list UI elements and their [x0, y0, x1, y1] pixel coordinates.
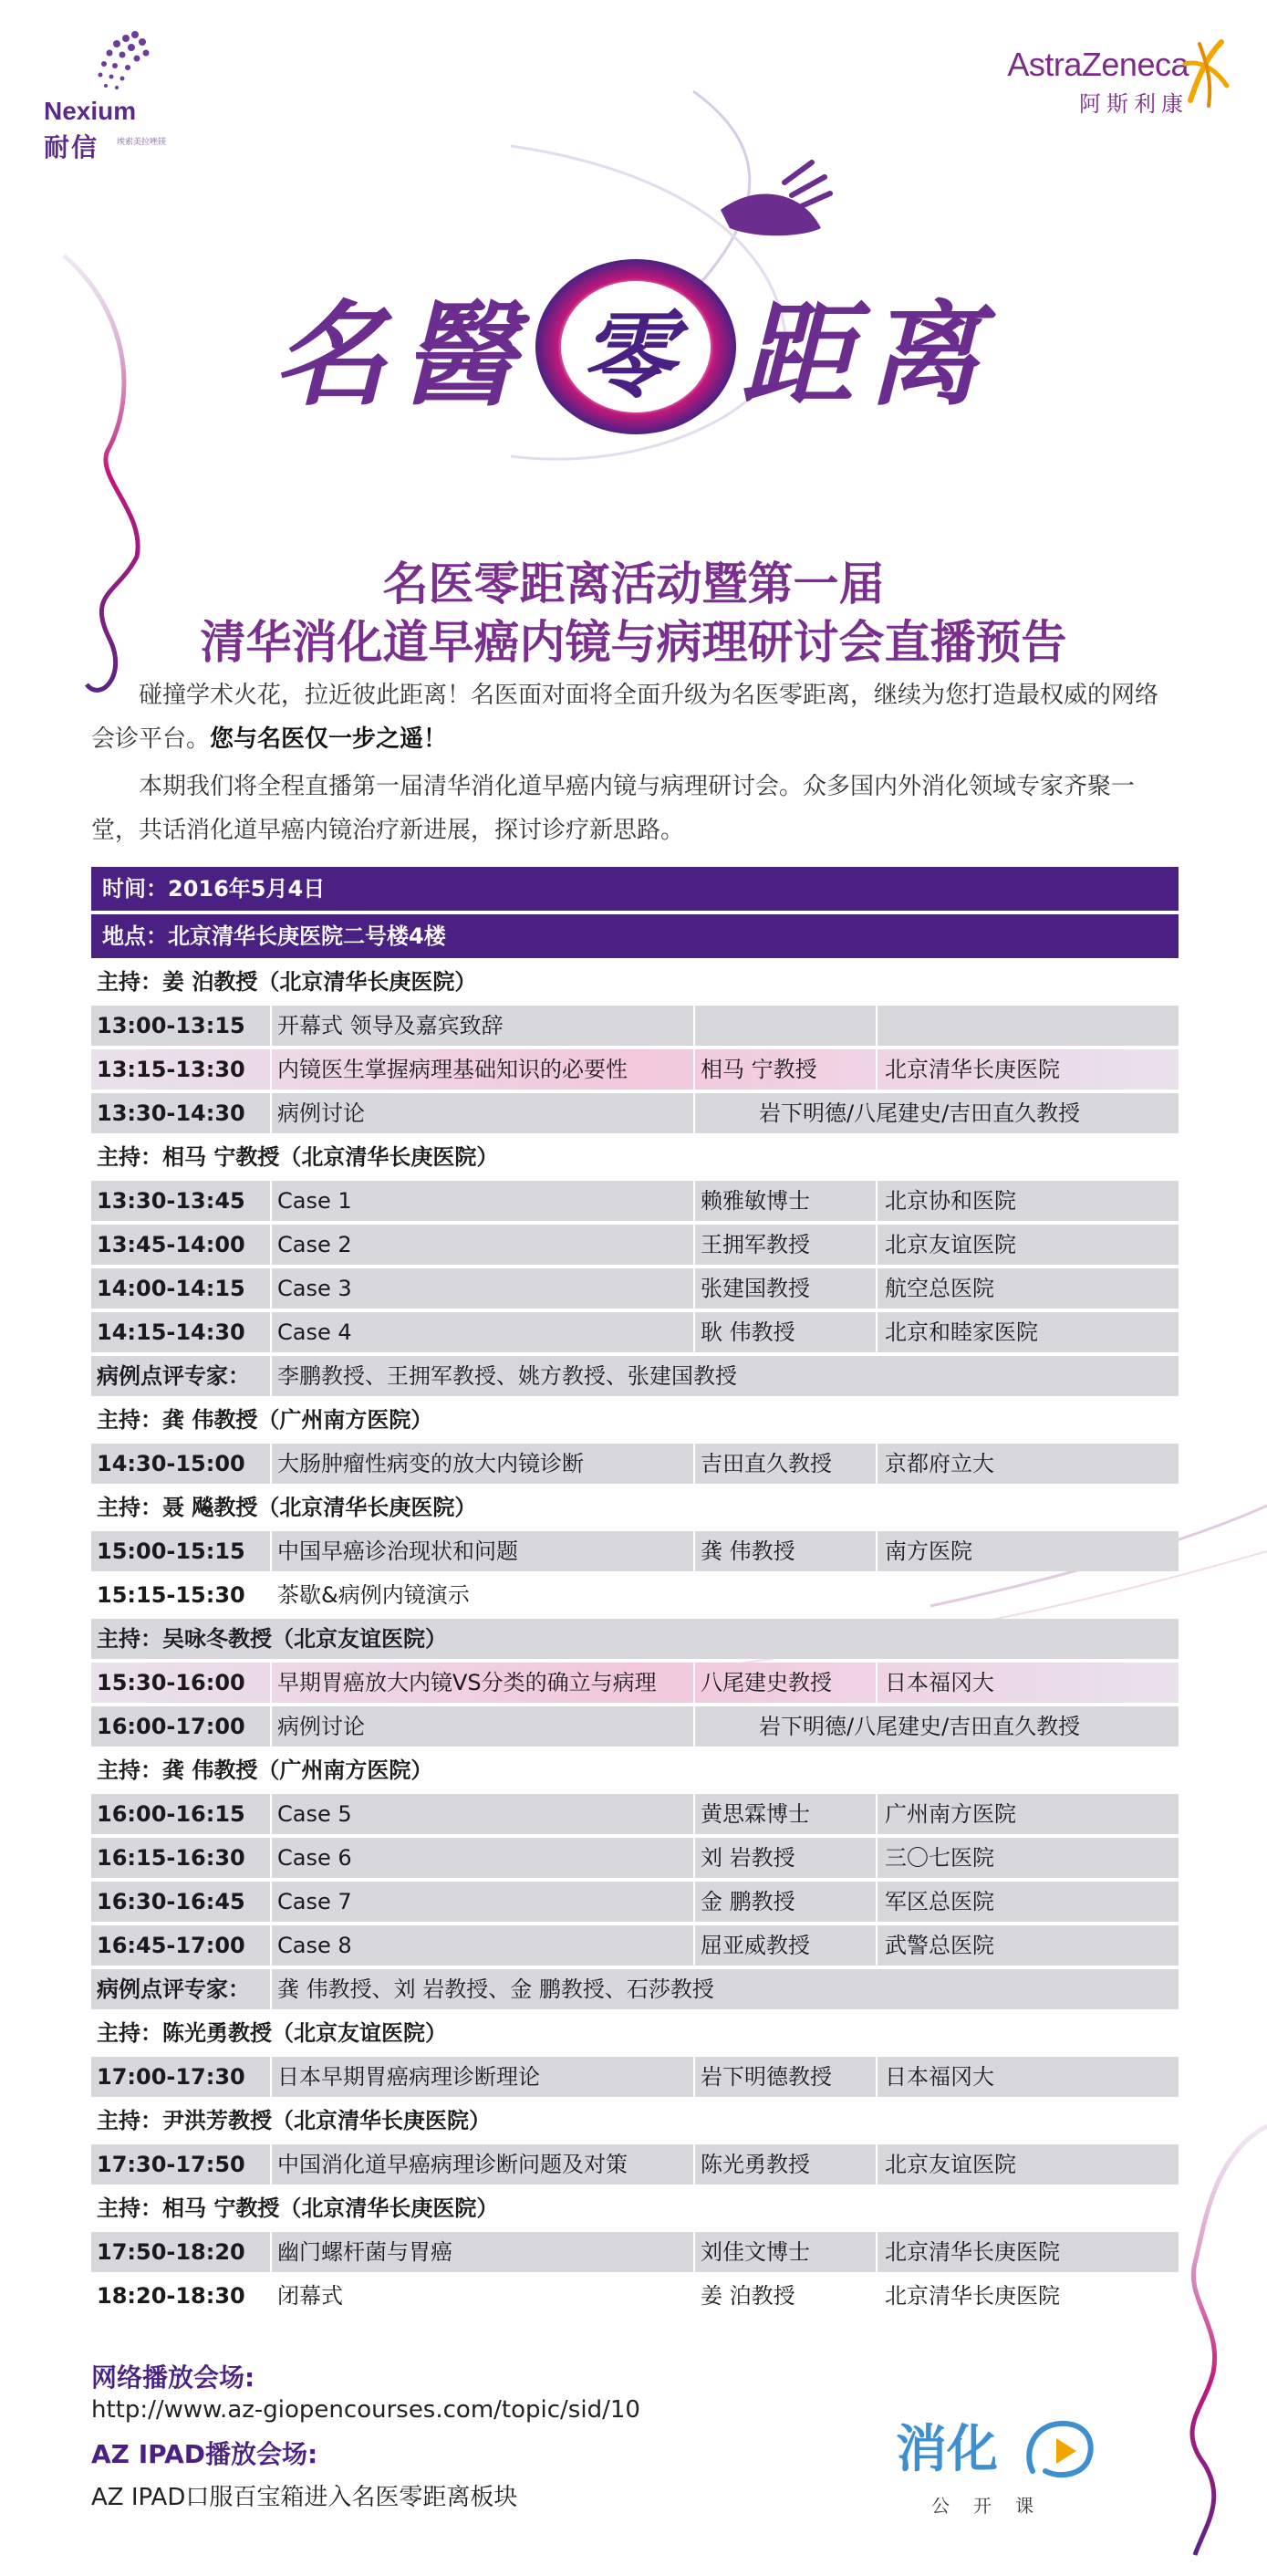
- row-org: 北京清华长庚医院: [876, 2276, 1179, 2316]
- host-row: 主持：相马 宁教授（北京清华长庚医院）: [97, 1144, 499, 1170]
- schedule-row: [91, 1312, 1179, 1352]
- host-row: 主持：陈光勇教授（北京友谊医院）: [97, 2020, 447, 2046]
- row-time: 16:45-17:00: [97, 1933, 245, 1958]
- row-speakers: 岩下明德/八尾建史/吉田直久教授: [693, 1093, 1179, 1133]
- row-org: 航空总医院: [876, 1268, 1179, 1309]
- intro-emphasis: 您与名医仅一步之遥！: [210, 725, 448, 753]
- open-course-logo: [896, 2409, 1106, 2528]
- row-topic: Case 8: [270, 1925, 784, 1966]
- banner-char-4: 距: [741, 289, 855, 422]
- row-topic: 病例讨论: [270, 1093, 784, 1133]
- panel-label: 病例点评专家：: [97, 1976, 250, 2002]
- schedule-row: [91, 1663, 1179, 1703]
- date-bar: 时间：2016年5月4日: [91, 867, 1179, 911]
- intro-paragraph-2: [91, 765, 1181, 852]
- panel-label: 病例点评专家：: [97, 1363, 250, 1389]
- row-topic: 病例讨论: [270, 1706, 784, 1747]
- row-speaker: 王拥军教授: [693, 1225, 885, 1265]
- schedule-row: [91, 1575, 1179, 1615]
- intro-paragraph-1: [91, 673, 1181, 761]
- panel-row: [91, 1969, 1179, 2009]
- row-speaker: 龚 伟教授: [693, 1531, 885, 1571]
- banner-char-1: 名: [274, 289, 388, 422]
- row-org: [876, 1006, 1179, 1046]
- open-course-name: 消化: [896, 2420, 998, 2479]
- row-time: 16:00-16:15: [97, 1801, 245, 1827]
- row-org: 日本福冈大: [876, 2057, 1179, 2097]
- schedule-row: [91, 1181, 1179, 1221]
- row-topic: 茶歇&病例内镜演示: [270, 1575, 784, 1615]
- row-topic: 闭幕式: [270, 2276, 784, 2316]
- row-topic: 幽门螺杆菌与胃癌: [270, 2232, 784, 2272]
- row-topic: 中国消化道早癌病理诊断问题及对策: [270, 2144, 784, 2185]
- row-speaker: 张建国教授: [693, 1268, 885, 1309]
- row-topic: 开幕式 领导及嘉宾致辞: [270, 1006, 784, 1046]
- schedule-row: [91, 1706, 1179, 1747]
- schedule-row: [91, 1268, 1179, 1309]
- row-org: 三〇七医院: [876, 1838, 1179, 1878]
- panel-experts: 李鹏教授、王拥军教授、姚方教授、张建国教授: [270, 1356, 1179, 1396]
- nexium-name: Nexium: [44, 97, 137, 125]
- host-row: 主持：龚 伟教授（广州南方医院）: [97, 1407, 433, 1433]
- schedule-rows: [91, 962, 1179, 2316]
- schedule-row: [91, 1006, 1179, 1046]
- row-speaker: 刘佳文博士: [693, 2232, 885, 2272]
- row-topic: 内镜医生掌握病理基础知识的必要性: [270, 1049, 784, 1090]
- row-speaker: 相马 宁教授: [693, 1049, 885, 1090]
- row-time: 17:50-18:20: [97, 2239, 245, 2265]
- row-time: 13:30-14:30: [97, 1100, 245, 1126]
- schedule-row: [91, 2276, 1179, 2316]
- row-time: 18:20-18:30: [97, 2283, 245, 2309]
- row-org: 北京清华长庚医院: [876, 2232, 1179, 2272]
- row-time: 14:00-14:15: [97, 1276, 245, 1301]
- row-topic: Case 3: [270, 1268, 784, 1309]
- host-row: 主持：尹洪芳教授（北京清华长庚医院）: [97, 2108, 491, 2133]
- row-speakers: 岩下明德/八尾建史/吉田直久教授: [693, 1706, 1179, 1747]
- row-speaker: 赖雅敏博士: [693, 1181, 885, 1221]
- schedule-row: [91, 2232, 1179, 2272]
- schedule-row: [91, 2144, 1179, 2185]
- astrazeneca-cn: 阿斯利康: [1079, 91, 1189, 117]
- row-time: 15:00-15:15: [97, 1538, 245, 1564]
- row-speaker: 屈亚威教授: [693, 1925, 885, 1966]
- row-time: 13:15-13:30: [97, 1057, 245, 1082]
- row-time: 16:15-16:30: [97, 1845, 245, 1871]
- row-org: [876, 1575, 1179, 1615]
- row-speaker: 刘 岩教授: [693, 1838, 885, 1878]
- row-org: 京都府立大: [876, 1444, 1179, 1484]
- place-bar: 地点：北京清华长庚医院二号楼4楼: [91, 914, 1179, 958]
- headline-line2: 清华消化道早癌内镜与病理研讨会直播预告: [200, 616, 1067, 669]
- row-org: 北京清华长庚医院: [876, 1049, 1179, 1090]
- panel-row: [91, 1356, 1179, 1396]
- nexium-small: 埃索美拉唑镁: [117, 138, 167, 147]
- row-topic: Case 4: [270, 1312, 784, 1352]
- title-banner: [0, 0, 1267, 548]
- headline-line1: 名医零距离活动暨第一届: [382, 558, 885, 610]
- row-topic: Case 2: [270, 1225, 784, 1265]
- schedule-row: [91, 1882, 1179, 1922]
- schedule-row: [91, 1838, 1179, 1878]
- row-org: 广州南方医院: [876, 1794, 1179, 1834]
- row-time: 14:30-15:00: [97, 1451, 245, 1476]
- banner-char-2: 醫: [401, 289, 515, 422]
- web-venue-url[interactable]: http://www.az-giopencourses.com/topic/sid/10: [91, 2396, 640, 2424]
- intro-text-2: 本期我们将全程直播第一届清华消化道早癌内镜与病理研讨会。众多国内外消化领域专家齐聚一堂，共话消化道早癌内镜治疗新进展，探讨诊疗新思路。: [91, 773, 1136, 844]
- row-speaker: 陈光勇教授: [693, 2144, 885, 2185]
- row-topic: 大肠肿瘤性病变的放大内镜诊断: [270, 1444, 784, 1484]
- schedule-row: [91, 1225, 1179, 1265]
- ipad-venue-title: AZ IPAD播放会场:: [91, 2439, 318, 2469]
- row-time: 13:45-14:00: [97, 1232, 245, 1257]
- row-time: 16:00-17:00: [97, 1714, 245, 1739]
- banner-ornament: [0, 0, 1267, 548]
- host-row: 主持：龚 伟教授（广州南方医院）: [97, 1757, 433, 1783]
- schedule-row: [91, 1093, 1179, 1133]
- row-speaker: 吉田直久教授: [693, 1444, 885, 1484]
- host-row: 主持：相马 宁教授（北京清华长庚医院）: [97, 2195, 499, 2221]
- play-icon: [1023, 2416, 1100, 2480]
- row-speaker: 金 鹏教授: [693, 1882, 885, 1922]
- row-time: 15:30-16:00: [97, 1670, 245, 1695]
- row-speaker: [693, 1575, 885, 1615]
- host-row: 主持：姜 泊教授（北京清华长庚医院）: [97, 969, 477, 995]
- nexium-cn: 耐信: [44, 132, 99, 162]
- row-org: 北京友谊医院: [876, 2144, 1179, 2185]
- row-topic: Case 7: [270, 1882, 784, 1922]
- row-time: 17:00-17:30: [97, 2064, 245, 2090]
- schedule-row: [91, 1531, 1179, 1571]
- host-row: 主持：聂 飚教授（北京清华长庚医院）: [97, 1495, 477, 1520]
- row-speaker: 黄思霖博士: [693, 1794, 885, 1834]
- row-topic: Case 1: [270, 1181, 784, 1221]
- row-time: 17:30-17:50: [97, 2152, 245, 2177]
- row-speaker: 八尾建史教授: [693, 1663, 885, 1703]
- row-speaker: [693, 1006, 885, 1046]
- row-time: 15:15-15:30: [97, 1582, 245, 1608]
- ipad-venue-text: AZ IPAD口服百宝箱进入名医零距离板块: [91, 2484, 518, 2511]
- row-speaker: 岩下明德教授: [693, 2057, 885, 2097]
- schedule-row: [91, 1925, 1179, 1966]
- row-org: 军区总医院: [876, 1882, 1179, 1922]
- row-org: 日本福冈大: [876, 1663, 1179, 1703]
- schedule-row: [91, 1794, 1179, 1834]
- astrazeneca-name: AstraZeneca: [1007, 46, 1189, 83]
- row-speaker: 姜 泊教授: [693, 2276, 885, 2316]
- schedule-row: [91, 1049, 1179, 1090]
- row-topic: Case 6: [270, 1838, 784, 1878]
- row-org: 北京友谊医院: [876, 1225, 1179, 1265]
- row-org: 北京和睦家医院: [876, 1312, 1179, 1352]
- row-topic: 中国早癌诊治现状和问题: [270, 1531, 784, 1571]
- banner-char-5: 离: [867, 289, 981, 422]
- intro-text-1: 碰撞学术火花，拉近彼此距离！名医面对面将全面升级为名医零距离，继续为您打造最权威的网络会诊平台。: [91, 682, 1159, 753]
- schedule-row: [91, 2057, 1179, 2097]
- row-org: 武警总医院: [876, 1925, 1179, 1966]
- row-time: 13:30-13:45: [97, 1188, 245, 1214]
- panel-experts: 龚 伟教授、刘 岩教授、金 鹏教授、石莎教授: [270, 1969, 1179, 2009]
- row-topic: 日本早期胃癌病理诊断理论: [270, 2057, 784, 2097]
- host-row: 主持：吴咏冬教授（北京友谊医院）: [91, 1619, 1179, 1659]
- row-time: 14:15-14:30: [97, 1319, 245, 1345]
- row-org: 北京协和医院: [876, 1181, 1179, 1221]
- row-topic: 早期胃癌放大内镜VS分类的确立与病理: [270, 1663, 784, 1703]
- row-time: 13:00-13:15: [97, 1013, 245, 1038]
- row-org: 南方医院: [876, 1531, 1179, 1571]
- web-venue-title: 网络播放会场:: [91, 2362, 255, 2393]
- row-time: 16:30-16:45: [97, 1889, 245, 1914]
- row-topic: Case 5: [270, 1794, 784, 1834]
- schedule-row: [91, 1444, 1179, 1484]
- open-course-sub: 公开课: [931, 2495, 1057, 2517]
- banner-char-3: 零: [580, 299, 676, 412]
- schedule-table: [91, 867, 1179, 2320]
- row-speaker: 耿 伟教授: [693, 1312, 885, 1352]
